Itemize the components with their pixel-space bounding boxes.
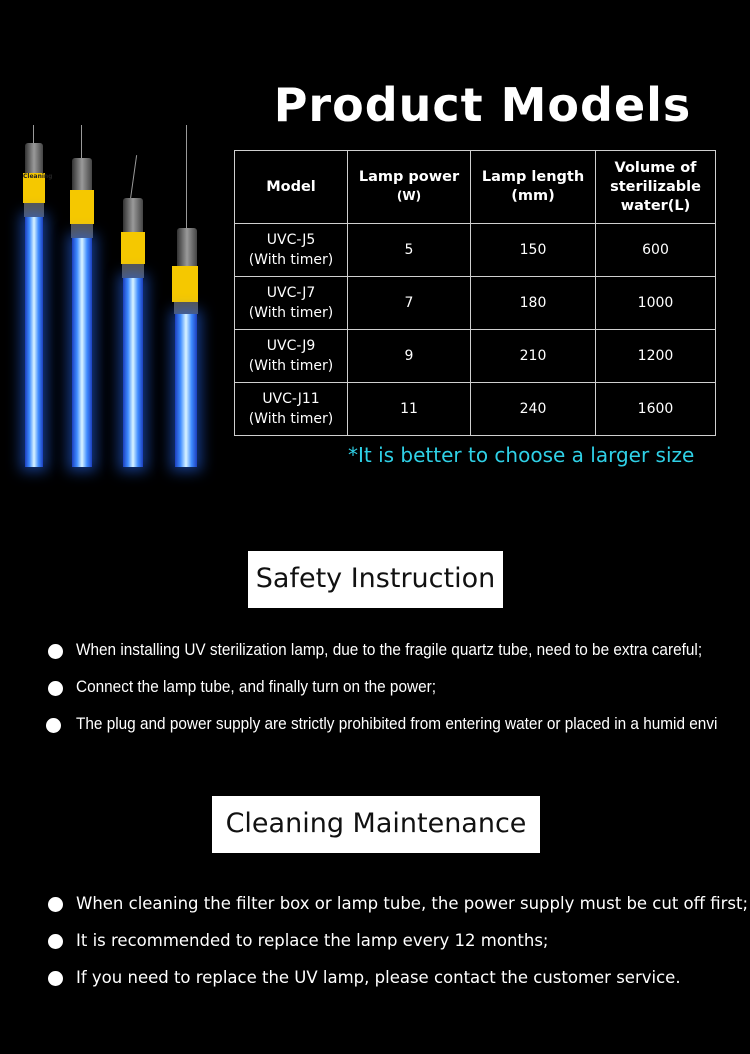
header-lamp-length: Lamp length (mm): [471, 151, 596, 224]
table-row: [235, 277, 716, 330]
bullet-icon: [48, 934, 63, 949]
list-item: Connect the lamp tube, and finally turn on the power;: [0, 678, 750, 715]
size-recommendation-note: *It is better to choose a larger size: [348, 443, 695, 467]
cell-length: 210: [471, 330, 596, 383]
table-row: [235, 330, 716, 383]
cleaning-maintenance-heading: Cleaning Maintenance: [212, 796, 540, 853]
cell-volume: 600: [596, 224, 716, 277]
table-header-row: [235, 151, 716, 224]
bullet-icon: [48, 971, 63, 986]
bullet-icon: [48, 897, 63, 912]
page-title: Product Models: [273, 78, 692, 132]
safety-instruction-heading: Safety Instruction: [248, 551, 503, 608]
cell-power: 9: [348, 330, 471, 383]
uv-lamp-2: [68, 125, 108, 467]
uv-lamps-illustration: [20, 125, 230, 467]
lamp-badge-text: Cleaning: [23, 173, 53, 180]
header-lamp-power: Lamp power (W): [348, 151, 471, 224]
uv-lamp-4: [170, 125, 210, 467]
product-models-table: [234, 150, 716, 436]
list-item: When installing UV sterilization lamp, due to the fragile quartz tube, need to be extra careful;: [0, 641, 750, 678]
cell-model: UVC-J9 (With timer): [235, 330, 348, 383]
cell-length: 150: [471, 224, 596, 277]
header-volume: Volume of sterilizable water(L): [596, 151, 716, 224]
cell-model: UVC-J11 (With timer): [235, 383, 348, 436]
table-row: [235, 383, 716, 436]
cell-power: 7: [348, 277, 471, 330]
list-item: If you need to replace the UV lamp, please contact the customer service.: [0, 968, 750, 1005]
table-row: [235, 224, 716, 277]
list-item: It is recommended to replace the lamp every 12 months;: [0, 931, 750, 968]
safety-instruction-list: [0, 641, 750, 752]
cell-power: 5: [348, 224, 471, 277]
cell-model: UVC-J7 (With timer): [235, 277, 348, 330]
bullet-icon: [48, 681, 63, 696]
header-model: Model: [235, 151, 348, 224]
bullet-icon: [48, 644, 63, 659]
cell-volume: 1200: [596, 330, 716, 383]
cell-length: 180: [471, 277, 596, 330]
cell-length: 240: [471, 383, 596, 436]
cell-model: UVC-J5 (With timer): [235, 224, 348, 277]
cleaning-maintenance-list: [0, 894, 750, 1005]
list-item: The plug and power supply are strictly prohibited from entering water or placed in a humid envi: [0, 715, 750, 752]
list-item: When cleaning the filter box or lamp tube, the power supply must be cut off first;: [0, 894, 750, 931]
uv-lamp-3: [117, 125, 157, 467]
cell-volume: 1000: [596, 277, 716, 330]
cell-power: 11: [348, 383, 471, 436]
bullet-icon: [46, 718, 61, 733]
uv-lamp-1: [20, 125, 60, 467]
cell-volume: 1600: [596, 383, 716, 436]
